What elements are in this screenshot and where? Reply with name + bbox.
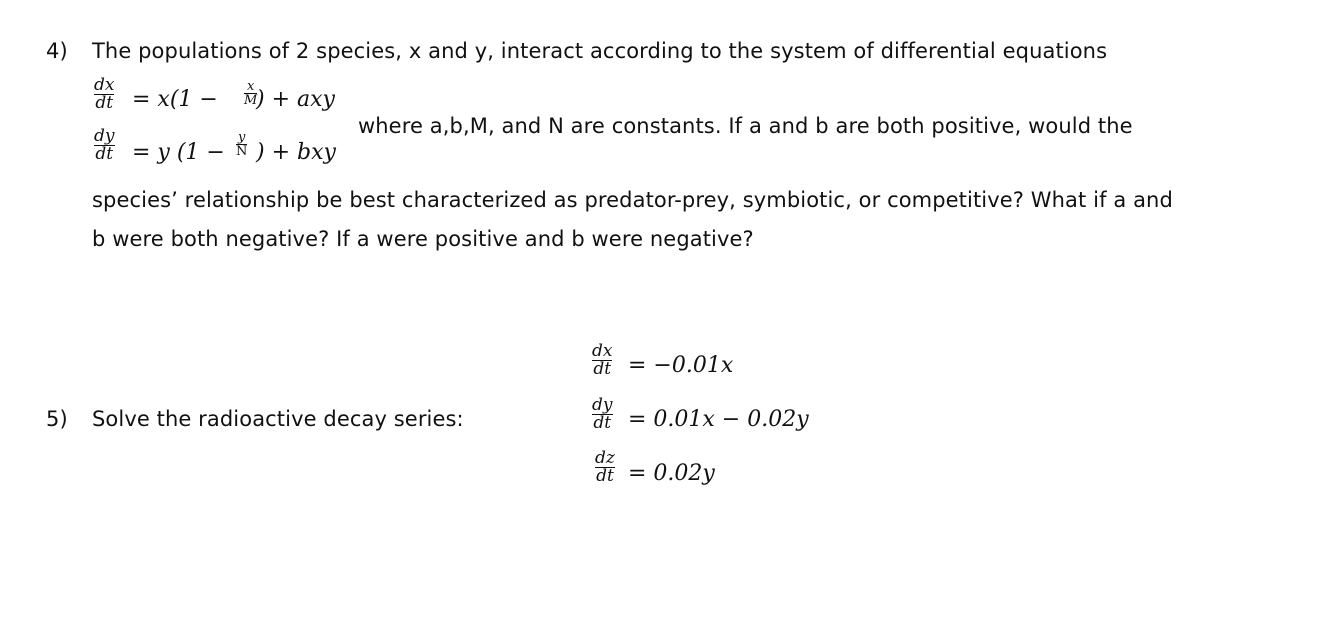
eq2-lhs-fraction	[94, 128, 115, 163]
problem-4-number: 4)	[46, 39, 68, 63]
problem-5-text: Solve the radioactive decay series:	[92, 407, 464, 431]
eq1-rhs-end: ) + axy	[256, 87, 335, 112]
eq2-rhs-end: ) + bxy	[256, 140, 336, 165]
p5-eq3-numerator: dz	[595, 448, 615, 468]
p5-eq1-lhs-fraction	[592, 343, 612, 378]
p5-eq1-denominator: dt	[593, 359, 612, 379]
p5-eq1-rhs: = −0.01x	[628, 353, 734, 378]
eq2-inner-numerator: y	[238, 130, 246, 145]
eq2-lhs-denominator: dt	[95, 144, 114, 164]
p5-eq2-lhs-fraction	[592, 397, 613, 432]
eq2-rhs-start: = y (1 −	[132, 140, 225, 165]
p5-eq3-rhs: = 0.02y	[628, 461, 715, 486]
p5-eq2-denominator: dt	[593, 413, 612, 433]
eq2-lhs-numerator: dy	[94, 126, 115, 146]
eq2-inner-fraction	[236, 131, 247, 158]
eq1-inner-denominator: M	[244, 93, 258, 108]
eq1-rhs-start: = x(1 −	[132, 87, 218, 112]
problem-4-line-4: b were both negative? If a were positive and b were negative?	[92, 227, 754, 251]
p5-eq3-denominator: dt	[596, 466, 614, 486]
eq1-lhs-denominator: dt	[95, 93, 114, 113]
eq1-lhs-numerator: dx	[94, 75, 115, 95]
eq1-lhs-fraction	[94, 77, 114, 112]
p5-eq3-lhs-fraction	[595, 450, 615, 485]
p5-eq1-numerator: dx	[592, 341, 613, 361]
problem-4-line-3: species’ relationship be best characterized as predator-prey, symbiotic, or competitive? What if a and	[92, 188, 1173, 212]
problem-4-intro: The populations of 2 species, x and y, interact according to the system of differential equations	[92, 39, 1108, 63]
p5-eq2-numerator: dy	[592, 395, 613, 415]
p5-eq2-rhs: = 0.01x − 0.02y	[628, 407, 809, 432]
problem-5-number: 5)	[46, 407, 68, 431]
problem-4-constants-text: where a,b,M, and N are constants. If a and b are both positive, would the	[358, 114, 1133, 138]
eq1-inner-numerator: x	[246, 79, 255, 94]
eq2-inner-denominator: N	[236, 144, 248, 159]
